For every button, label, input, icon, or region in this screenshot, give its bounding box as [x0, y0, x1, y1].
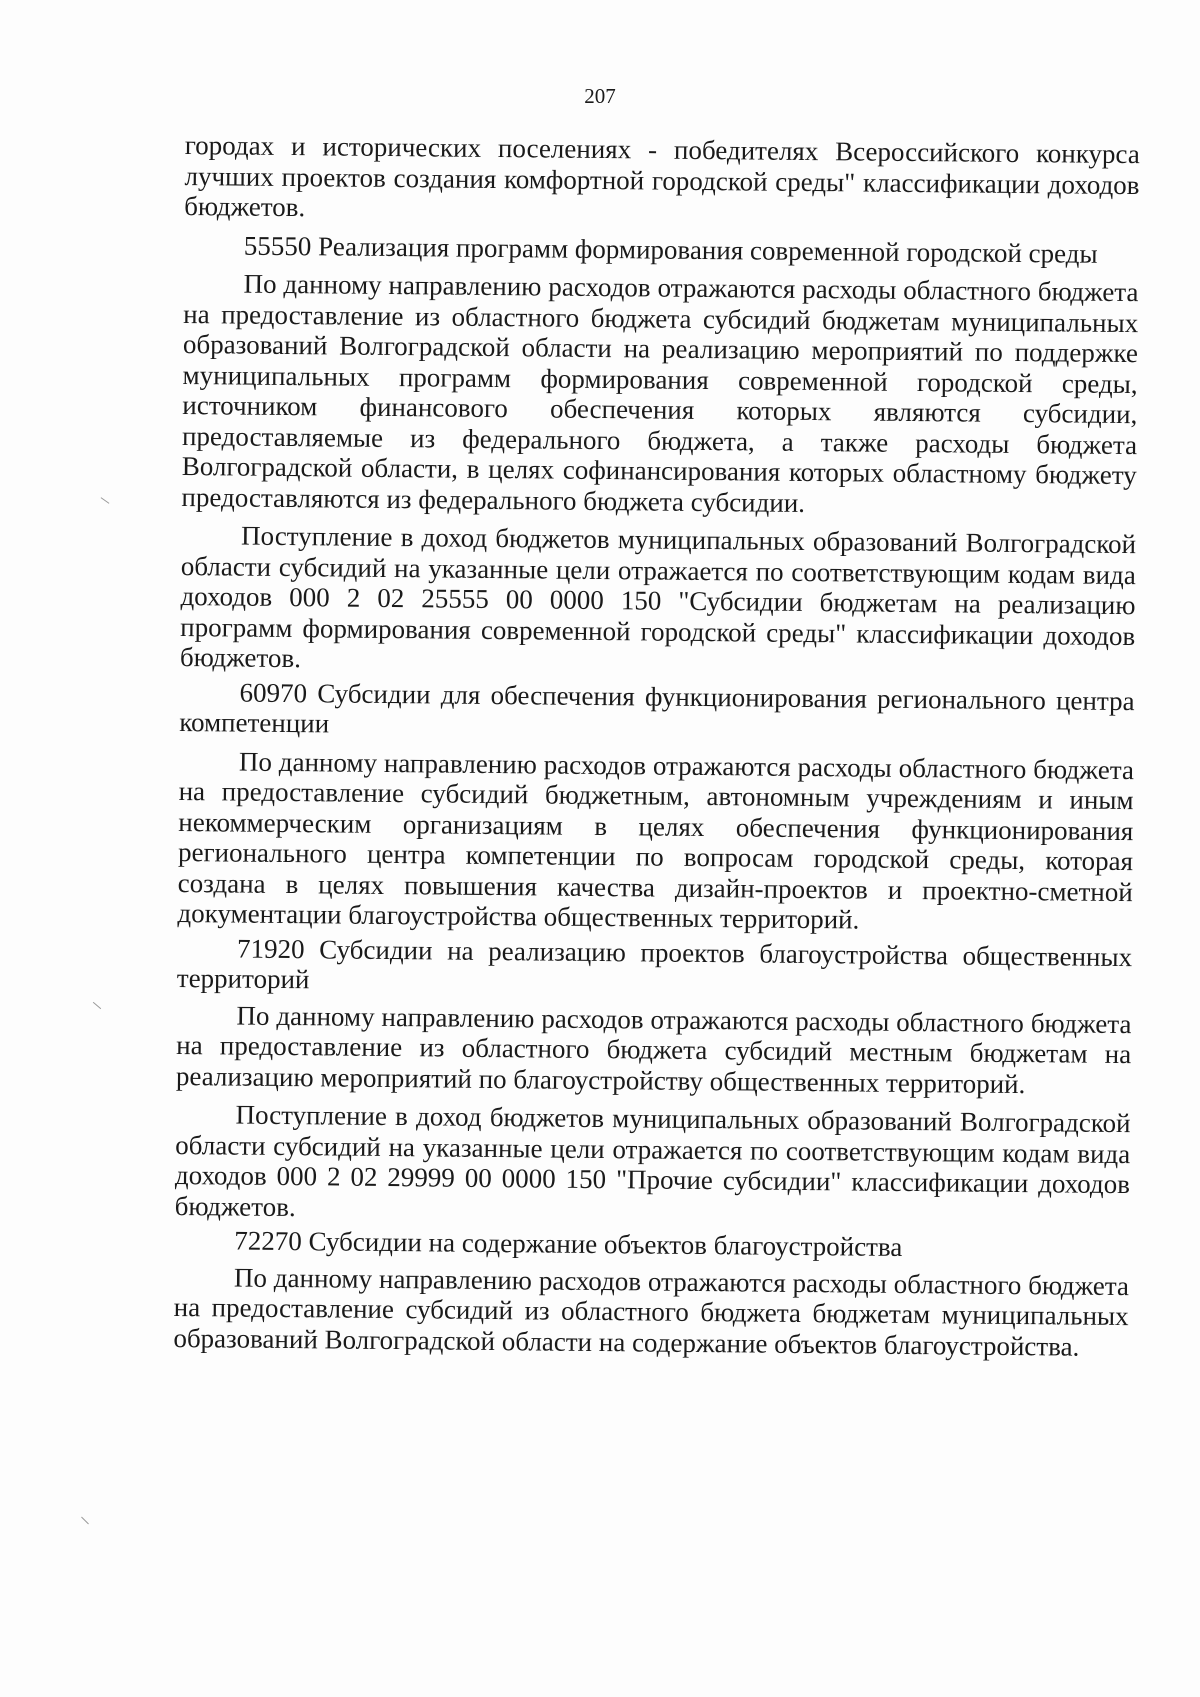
page-number: 207 [584, 84, 616, 108]
section-heading-60970: 60970 Субсидии для обеспечения функционирования регионального центра компетенции [179, 677, 1135, 739]
scan-speck [81, 1517, 89, 1525]
body-paragraph: По данному направлению расходов отражаются расходы областного бюджета на предоставление из областного бюджета субсидий местным бюджетам на реализацию мероприятий по благоустройству общественных территорий. [175, 1000, 1132, 1099]
section-heading-55550: 55550 Реализация программ формирования современной городской среды [243, 230, 1098, 269]
document-body [173, 130, 1140, 1366]
body-paragraph: Поступление в доход бюджетов муниципальных образований Волгоградской области субсидий на указанные цели отражается по соответствующим кодам вида доходов 000 2 02 25555 00 0000 150 "Субсидии бюджетам на реализацию программ формирования современной городской среды" классификации доходов бюджетов. [179, 520, 1137, 674]
body-paragraph: Поступление в доход бюджетов муниципальных образований Волгоградской области субсидий на указанные цели отражается по соответствующим кодам вида доходов 000 2 02 29999 00 0000 150 "Прочие субсидии" классификации доходов бюджетов. [174, 1099, 1131, 1222]
scan-speck [93, 1002, 101, 1009]
section-heading-72270: 72270 Субсидии на содержание объектов благоустройства [234, 1225, 903, 1262]
continuation-paragraph: городах и исторических поселениях - победителях Всероссийского конкурса лучших проектов создания комфортной городской среды" классификации доходов бюджетов. [184, 130, 1140, 223]
scan-speck [101, 497, 110, 504]
body-paragraph: По данному направлению расходов отражаются расходы областного бюджета на предоставление из областного бюджета субсидий бюджетам муниципальных образований Волгоградской области на реализацию мероприятий по поддержке муниципальных программ формирования современной городской среды, источником финансового обеспечения которых являются субсидии, предоставляемые из федерального бюджета, а также расходы бюджета Волгоградской области, в целях софинансирования которых областному бюджету предоставляются из федерального бюджета субсидии. [181, 268, 1139, 518]
body-paragraph: По данному направлению расходов отражаются расходы областного бюджета на предоставление субсидий бюджетным, автономным учреждениям и иным некоммерческим организациям в целях обеспечения функционирования регионального центра компетенции по вопросам городской среды, которая создана в целях повышения качества дизайн-проектов и проектно-сметной документации благоустройства общественных территорий. [177, 746, 1135, 935]
body-paragraph: По данному направлению расходов отражаются расходы областного бюджета на предоставление субсидий из областного бюджета бюджетам муниципальных образований Волгоградской области на содержание объектов благоустройства. [173, 1262, 1130, 1362]
section-heading-71920: 71920 Субсидии на реализацию проектов благоустройства общественных территорий [176, 933, 1133, 995]
